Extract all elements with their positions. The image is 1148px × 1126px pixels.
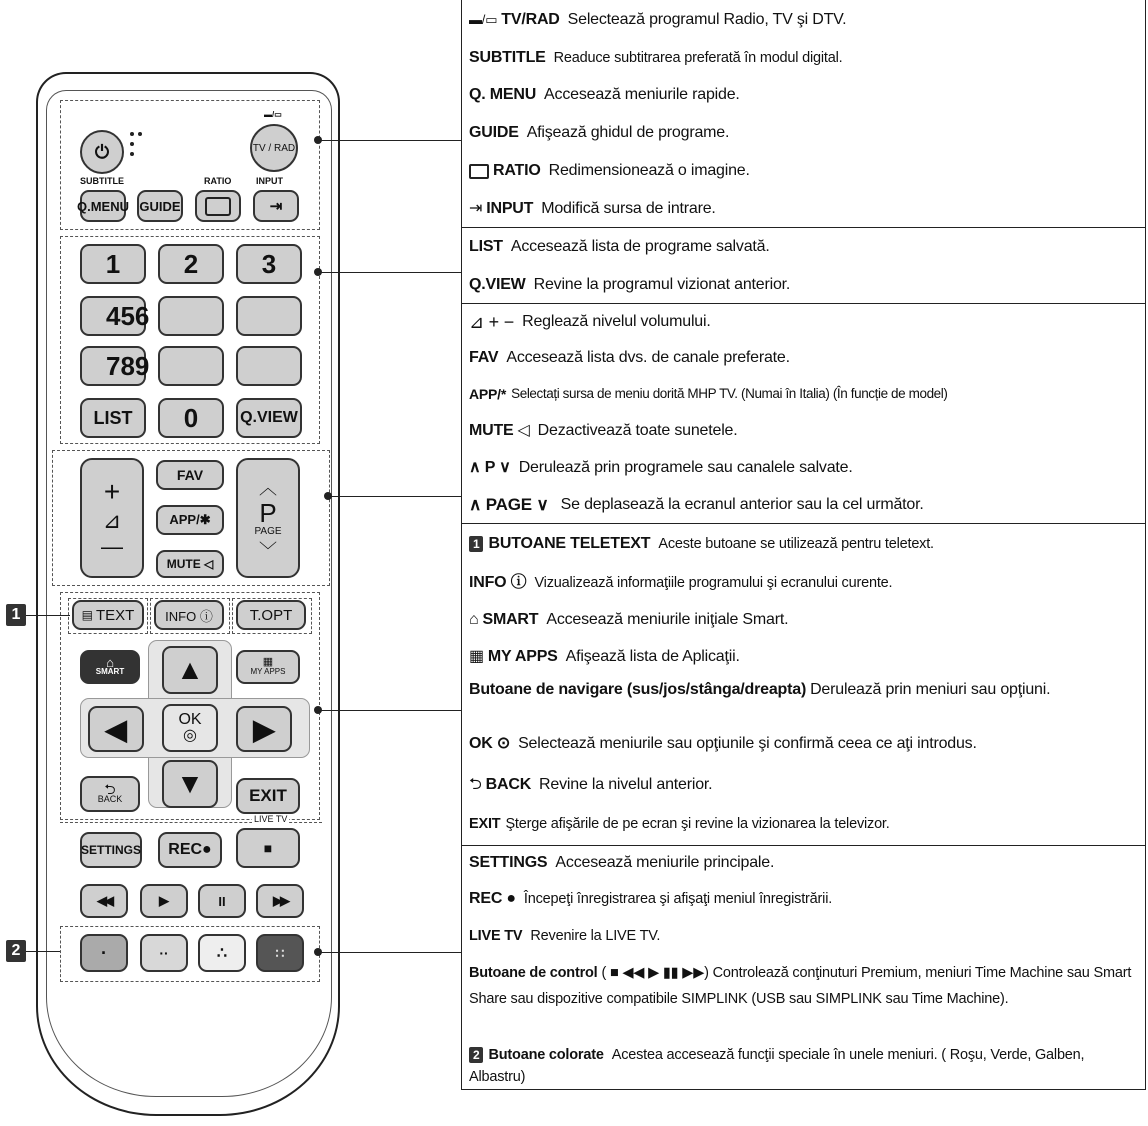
guide-button[interactable]: GUIDE (137, 190, 183, 222)
power-button[interactable]: ⏻ (80, 130, 124, 174)
mute-icon: ◁ (517, 422, 530, 439)
desc: Şterge afişările de pe ecran şi revine la vizionarea la televizor. (505, 816, 890, 832)
myapps-button[interactable] (236, 650, 300, 684)
term: BACK (485, 776, 532, 793)
number-9-button[interactable] (236, 346, 302, 386)
desc: Vizualizează informaţiile programului şi ecranului curente. (534, 575, 893, 591)
row-guide (462, 114, 1145, 152)
callout-1-line (26, 615, 70, 616)
back-icon: ⮌ (104, 781, 116, 797)
desc: Modifică sursa de intrare. (541, 200, 716, 217)
leader-line-group2 (318, 272, 461, 273)
leader-line-group4 (318, 710, 461, 711)
back-icon: ⮌ (469, 776, 482, 793)
row-list (462, 228, 1145, 266)
input-icon: ⇥ (269, 198, 283, 215)
term: MY APPS (487, 648, 558, 665)
term: EXIT (469, 816, 501, 832)
term: MUTE (469, 422, 514, 439)
term: Butoane de control (469, 965, 598, 981)
text-label: TEXT (96, 606, 135, 624)
callout-1-tag: 1 (6, 604, 26, 626)
back-button[interactable] (80, 776, 140, 812)
input-label: INPUT (256, 176, 283, 186)
home-icon: ⌂ (469, 611, 479, 628)
yellow-button[interactable]: ∴ (198, 934, 246, 972)
group-list (462, 228, 1145, 304)
blue-button[interactable]: ∷ (256, 934, 304, 972)
program-down-icon: ﹀ (259, 540, 277, 561)
tv-radio-icon: ▬/▭ (469, 12, 498, 27)
grid-icon: ▦ (469, 648, 484, 665)
volume-down-icon: — (101, 534, 123, 559)
program-rocker[interactable] (236, 458, 300, 578)
exit-button[interactable]: EXIT (236, 778, 300, 814)
row-ok (462, 722, 1145, 766)
settings-button[interactable]: SETTINGS (80, 832, 142, 868)
tvrad-top-icon: ▬/▭ (264, 110, 282, 119)
myapps-label: MY APPS (250, 667, 286, 676)
term: TV/RAD (501, 11, 560, 28)
volume-icon: ⊿ (102, 508, 122, 533)
desc: Accesează lista dvs. de canale preferate. (506, 349, 790, 366)
input-button[interactable] (253, 190, 299, 222)
term: ∧ P ∨ (469, 459, 511, 476)
term: LIVE TV (469, 928, 523, 944)
row-livetv (462, 918, 1145, 954)
row-fav (462, 340, 1145, 376)
desc: Revenire la LIVE TV. (530, 928, 661, 944)
fast-forward-button[interactable]: ▶▶ (256, 884, 304, 918)
indicator-dots (138, 132, 142, 136)
group-power-menus (462, 0, 1145, 228)
row-navigation (462, 676, 1145, 722)
desc: Accesează meniurile iniţiale Smart. (546, 611, 789, 628)
row-page (462, 486, 1145, 524)
volume-up-icon: + (103, 476, 121, 507)
desc: Revine la programul vizionat anterior. (533, 276, 791, 293)
subtitle-label: SUBTITLE (80, 176, 124, 186)
term: SUBTITLE (469, 49, 546, 66)
indicator-dots (130, 152, 134, 156)
row-settings (462, 846, 1145, 880)
number-6-button[interactable] (236, 296, 302, 336)
row-smart (462, 602, 1145, 638)
row-teletext (462, 524, 1145, 564)
up-button[interactable]: ▲ (162, 646, 218, 694)
callout-2-tag: 2 (6, 940, 26, 962)
number-3-button[interactable]: 3 (236, 244, 302, 284)
ratio-icon (205, 197, 231, 216)
row-exit (462, 804, 1145, 844)
term: ∧ PAGE ∨ (469, 495, 549, 514)
indicator-dots (130, 142, 134, 146)
desc: Începeţi înregistrarea şi afişaţi meniul înregistrării. (523, 891, 833, 907)
number-8-button[interactable] (158, 346, 224, 386)
row-info (462, 564, 1145, 602)
number-1-button[interactable]: 1 (80, 244, 146, 284)
desc: Readuce subtitrarea preferată în modul digital. (553, 50, 843, 66)
indicator-dots (130, 132, 134, 136)
text-button[interactable] (72, 600, 144, 630)
program-label: P (259, 497, 277, 528)
tv-rad-button[interactable]: TV / RAD (250, 124, 298, 172)
leader-dot (314, 948, 322, 956)
ratio-icon (469, 164, 489, 179)
pause-button[interactable]: II (198, 884, 246, 918)
group-settings-media (462, 846, 1145, 1090)
rewind-button[interactable]: ◀◀ (80, 884, 128, 918)
smart-button[interactable] (80, 650, 140, 684)
term: RATIO (493, 162, 541, 179)
desc: Afişează lista de Aplicaţii. (565, 648, 740, 665)
home-icon: ⌂ (106, 655, 114, 670)
left-button[interactable]: ◀ (88, 706, 144, 752)
button-description-table (461, 0, 1146, 1090)
number-789-button[interactable]: 789 (80, 346, 146, 386)
row-volume (462, 304, 1145, 340)
row-mute (462, 412, 1145, 450)
green-button[interactable]: ·· (140, 934, 188, 972)
leader-line-group5 (318, 952, 461, 953)
ratio-label: RATIO (204, 176, 232, 186)
row-input (462, 190, 1145, 228)
topt-button[interactable]: T.OPT (236, 600, 306, 630)
program-up-icon: ︿ (259, 477, 277, 498)
term: FAV (469, 349, 499, 366)
leader-dot (314, 268, 322, 276)
desc: Se deplasează la ecranul anterior sau la cel următor. (560, 496, 924, 513)
list-button[interactable]: LIST (80, 398, 146, 438)
desc: Revine la nivelul anterior. (539, 776, 713, 793)
term: SETTINGS (469, 854, 548, 871)
row-rec (462, 880, 1145, 918)
live-tv-label: LIVE TV (254, 814, 288, 824)
play-button[interactable]: ▶ (140, 884, 188, 918)
term: Butoane colorate (488, 1047, 604, 1063)
ok-icon: ◎ (183, 727, 197, 744)
fav-button[interactable]: FAV (156, 460, 224, 490)
desc: Derulează prin programele sau canalele salvate. (518, 459, 853, 476)
leader-dot (314, 706, 322, 714)
leader-line-group1 (318, 140, 461, 141)
ratio-button[interactable] (195, 190, 241, 222)
qmenu-button[interactable]: Q.MENU (80, 190, 126, 222)
number-456-button[interactable]: 456 (80, 296, 146, 336)
desc: Reglează nivelul volumului. (522, 313, 711, 330)
row-qmenu (462, 76, 1145, 114)
term: OK ⊙ (469, 735, 511, 752)
desc: Accesează meniurile rapide. (544, 86, 740, 103)
number-2-button[interactable]: 2 (158, 244, 224, 284)
row-qview (462, 266, 1145, 304)
row-program (462, 450, 1145, 486)
desc: ( ■ ◀◀ ▶ ▮▮ ▶▶) Controlează conţinuturi Premium, meniuri Time Machine sau Smart Share sau dispozitive compatibile SIMPLINK (USB sau SIMPLINK sau Time Machine). (469, 965, 1132, 1007)
row-back (462, 766, 1145, 804)
group-volume-program (462, 304, 1145, 524)
input-icon: ⇥ (469, 200, 483, 217)
row-subtitle (462, 40, 1145, 76)
desc: Derulează prin meniuri sau opţiuni. (810, 681, 1051, 698)
qview-button[interactable]: Q.VIEW (236, 398, 302, 438)
desc: Selectează meniurile sau opţiunile şi confirmă ceea ce aţi introdus. (518, 735, 977, 752)
live-tv-button[interactable]: ■ (236, 828, 300, 868)
number-5-button[interactable] (158, 296, 224, 336)
row-myapps (462, 638, 1145, 676)
grid-icon: ▦ (262, 656, 274, 668)
ok-button[interactable] (162, 704, 218, 752)
desc: Selectează programul Radio, TV şi DTV. (567, 11, 847, 28)
volume-rocker[interactable] (80, 458, 144, 578)
desc: Aceste butoane se utilizează pentru teletext. (658, 536, 934, 552)
page-label: PAGE (254, 525, 282, 537)
right-button[interactable]: ▶ (236, 706, 292, 752)
desc: Accesează lista de programe salvată. (510, 238, 770, 255)
row-ratio (462, 152, 1145, 190)
term: INPUT (486, 200, 534, 217)
callout-1-badge: 1 (469, 536, 483, 552)
mute-button[interactable]: MUTE ◁ (156, 550, 224, 578)
row-colored (462, 1042, 1145, 1096)
term: GUIDE (469, 124, 519, 141)
desc: Acestea accesează funcţii speciale în unele meniuri. ( Roşu, Verde, Galben, Albastru) (469, 1047, 1085, 1085)
term: BUTOANE TELETEXT (488, 535, 651, 552)
leader-line-group3 (328, 496, 461, 497)
desc: Afişează ghidul de programe. (526, 124, 730, 141)
ok-label: OK (178, 711, 202, 728)
row-tvrad (462, 0, 1145, 40)
term: Q. MENU (469, 86, 537, 103)
callout-2-line (26, 951, 60, 952)
desc: Redimensionează o imagine. (548, 162, 750, 179)
group-teletext-nav (462, 524, 1145, 846)
term: SMART (482, 611, 539, 628)
number-0-button[interactable]: 0 (158, 398, 224, 438)
callout-2-badge: 2 (469, 1047, 483, 1063)
rec-button[interactable]: REC● (158, 832, 222, 868)
red-button[interactable]: · (80, 934, 128, 972)
term: REC ● (469, 890, 516, 907)
down-button[interactable]: ▼ (162, 760, 218, 808)
row-control (462, 954, 1145, 1042)
leader-dot (324, 492, 332, 500)
term: Q.VIEW (469, 276, 526, 293)
term: Butoane de navigare (sus/jos/stânga/dreapta) (469, 681, 807, 698)
desc: Dezactivează toate sunetele. (537, 422, 738, 439)
desc: Selectați sursa de meniu dorită MHP TV. (Numai în Italia) (În funcție de model) (511, 386, 948, 401)
term: LIST (469, 238, 503, 255)
smart-label: SMART (95, 667, 125, 676)
text-icon: ▤ (81, 608, 93, 622)
app-button[interactable]: APP/✱ (156, 505, 224, 535)
desc: Accesează meniurile principale. (555, 854, 775, 871)
remote-illustration (0, 0, 440, 1126)
term: INFO ⓘ (469, 574, 527, 591)
term: APP/* (469, 386, 507, 402)
info-button[interactable]: INFO ⓘ (154, 600, 224, 630)
back-label: BACK (97, 794, 123, 804)
row-app (462, 376, 1145, 412)
leader-dot (314, 136, 322, 144)
term: ⊿ + − (469, 312, 515, 332)
